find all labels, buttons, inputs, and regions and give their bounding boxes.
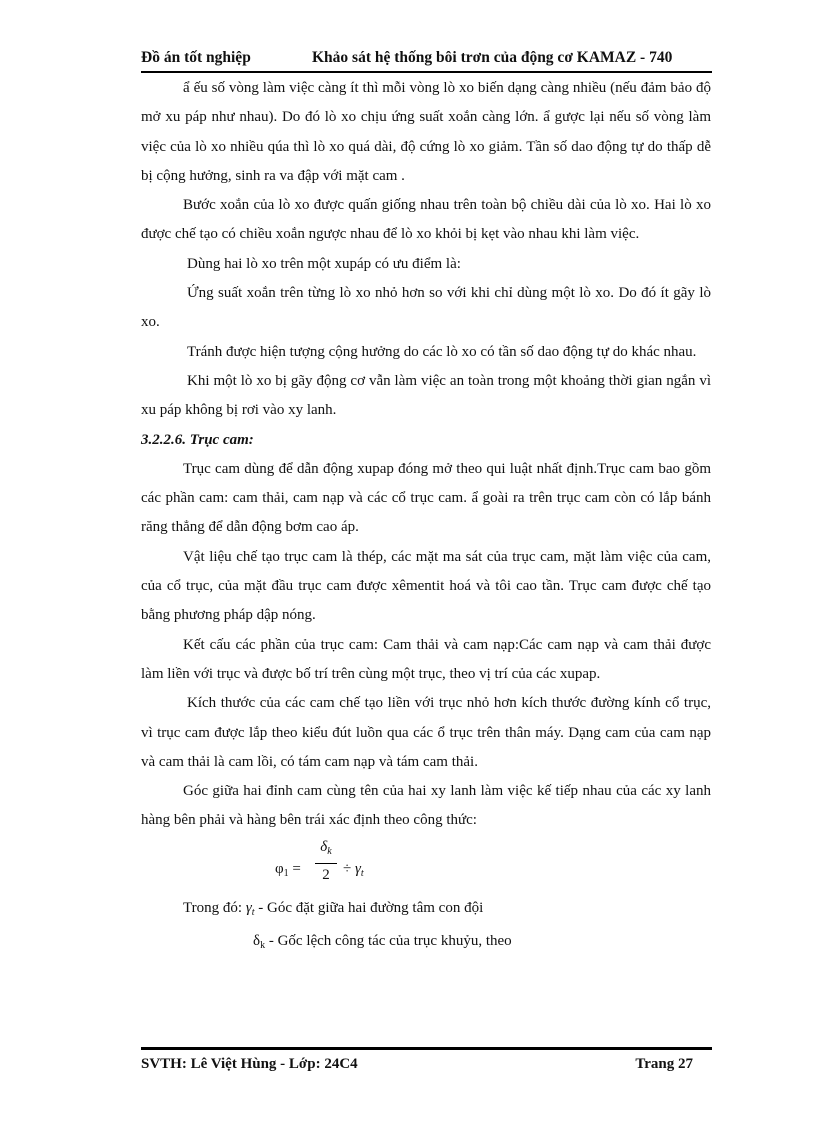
formula-gamma-sub: t xyxy=(360,867,364,879)
delta-symbol: δ xyxy=(253,933,261,950)
paragraph-10: Kích thước của các cam chế tạo liền với trục nhỏ hơn kích thước đường kính cổ trục, vì trục cam được lắp theo kiểu đút luồn qua các ổ trục trên thân máy. Dạng cam của cam nạp và cam thải là cam lồi, có tám cam nạp và tám cam thải. xyxy=(141,695,711,770)
paragraph-3: Dùng hai lò xo trên một xupáp có ưu điểm là: xyxy=(187,255,461,272)
paragraph-8: Vật liệu chế tạo trục cam là thép, các mặt ma sát của trục cam, mặt làm việc của cam, của cổ trục, của mặt đầu trục cam được xêmentit hoá và tôi cao tần. Trục cam được chế tạo bằng phương pháp dập nóng. xyxy=(141,548,711,624)
page-number: Trang 27 xyxy=(635,1056,693,1072)
gamma-subscript: t xyxy=(251,906,255,918)
header-rule xyxy=(141,71,712,73)
formula-eq: = xyxy=(292,860,301,877)
section-heading: 3.2.2.6. Trục cam: xyxy=(141,431,254,448)
formula-op: ÷ xyxy=(343,860,352,877)
paragraph-1: ẩ ếu số vòng làm việc càng ít thì mỗi vòng lò xo biến dạng càng nhiều (nếu đảm bảo độ mở xu páp như nhau). Do đó lò xo chịu ứng suất xoắn càng lớn. ẩ gược lại nếu số vòng làm việc của lò xo nhiều qúa thì lò xo quá dài, độ cứng lò xo giảm. Tần số dao động tự do thấp dễ bị cộng hưởng, sinh ra va đập với mặt cam . xyxy=(141,80,711,184)
formula-lhs xyxy=(275,855,301,888)
formula-delta: δ xyxy=(320,838,328,855)
fraction-bar xyxy=(315,863,337,864)
paragraph-6: Khi một lò xo bị gãy động cơ vẫn làm việc an toàn trong một khoảng thời gian ngắn vì xu páp không bị rơi vào xy lanh. xyxy=(141,372,711,419)
footer-rule xyxy=(141,1047,712,1050)
page-header xyxy=(141,49,711,71)
delta-subscript: k xyxy=(260,940,266,952)
paragraph-9: Kết cấu các phần của trục cam: Cam thải và cam nạp:Các cam nạp và cam thải được làm liền với trục và được bố trí trên cùng một trục, theo vị trí của các xupap. xyxy=(141,636,711,682)
paragraph-4: Ứng suất xoắn trên từng lò xo nhỏ hơn so với khi chỉ dùng một lò xo. Do đó ít gãy lò xo. xyxy=(141,285,711,331)
footer-student: SVTH: Lê Việt Hùng - Lớp: 24C4 xyxy=(141,1056,358,1072)
gamma-definition-text: - Góc đặt giữa hai đường tâm con đội xyxy=(254,899,484,916)
paragraph-2: Bước xoắn của lò xo được quấn giống nhau trên toàn bộ chiều dài của lò xo. Hai lò xo được chế tạo có chiều xoắn ngược nhau để lò xo khỏi bị kẹt vào nhau khi làm việc. xyxy=(141,197,711,243)
formula-fraction xyxy=(315,838,337,884)
formula-rhs xyxy=(343,855,364,888)
formula-phi-sub: 1 xyxy=(283,867,289,879)
page-body xyxy=(141,74,711,960)
header-right-title: Khảo sát hệ thống bôi trơn của động cơ KAMAZ - 740 xyxy=(312,49,673,66)
formula-phi: φ xyxy=(275,860,284,877)
paragraph-7: Trục cam dùng để dẫn động xupap đóng mở theo qui luật nhất định.Trục cam bao gồm các phần cam: cam thải, cam nạp và các cổ trục cam. ẩ goài ra trên trục cam còn có lắp bánh răng thẳng để dẫn động bơm cao áp. xyxy=(141,460,711,536)
delta-definition-text: - Gốc lệch công tác của trục khuỷu, theo xyxy=(265,933,512,950)
definition-gamma xyxy=(141,894,711,927)
definition-delta xyxy=(141,927,711,960)
formula-denominator: 2 xyxy=(322,866,330,883)
formula-numerator xyxy=(315,838,337,861)
paragraph-11: Góc giữa hai đỉnh cam cùng tên của hai xy lanh làm việc kế tiếp nhau của các xy lanh hàng bên phải và hàng bên trái xác định theo công thức: xyxy=(141,783,711,829)
formula xyxy=(275,836,711,894)
gamma-symbol: γ xyxy=(245,899,252,916)
formula-delta-sub: k xyxy=(327,845,332,857)
header-left-title: Đồ án tốt nghiệp xyxy=(141,49,251,66)
formula-gamma: γ xyxy=(354,860,361,877)
paragraph-5: Tránh được hiện tượng cộng hưởng do các lò xo có tần số dao động tự do khác nhau. xyxy=(187,343,697,360)
trong-do-label: Trong đó: xyxy=(183,899,243,916)
